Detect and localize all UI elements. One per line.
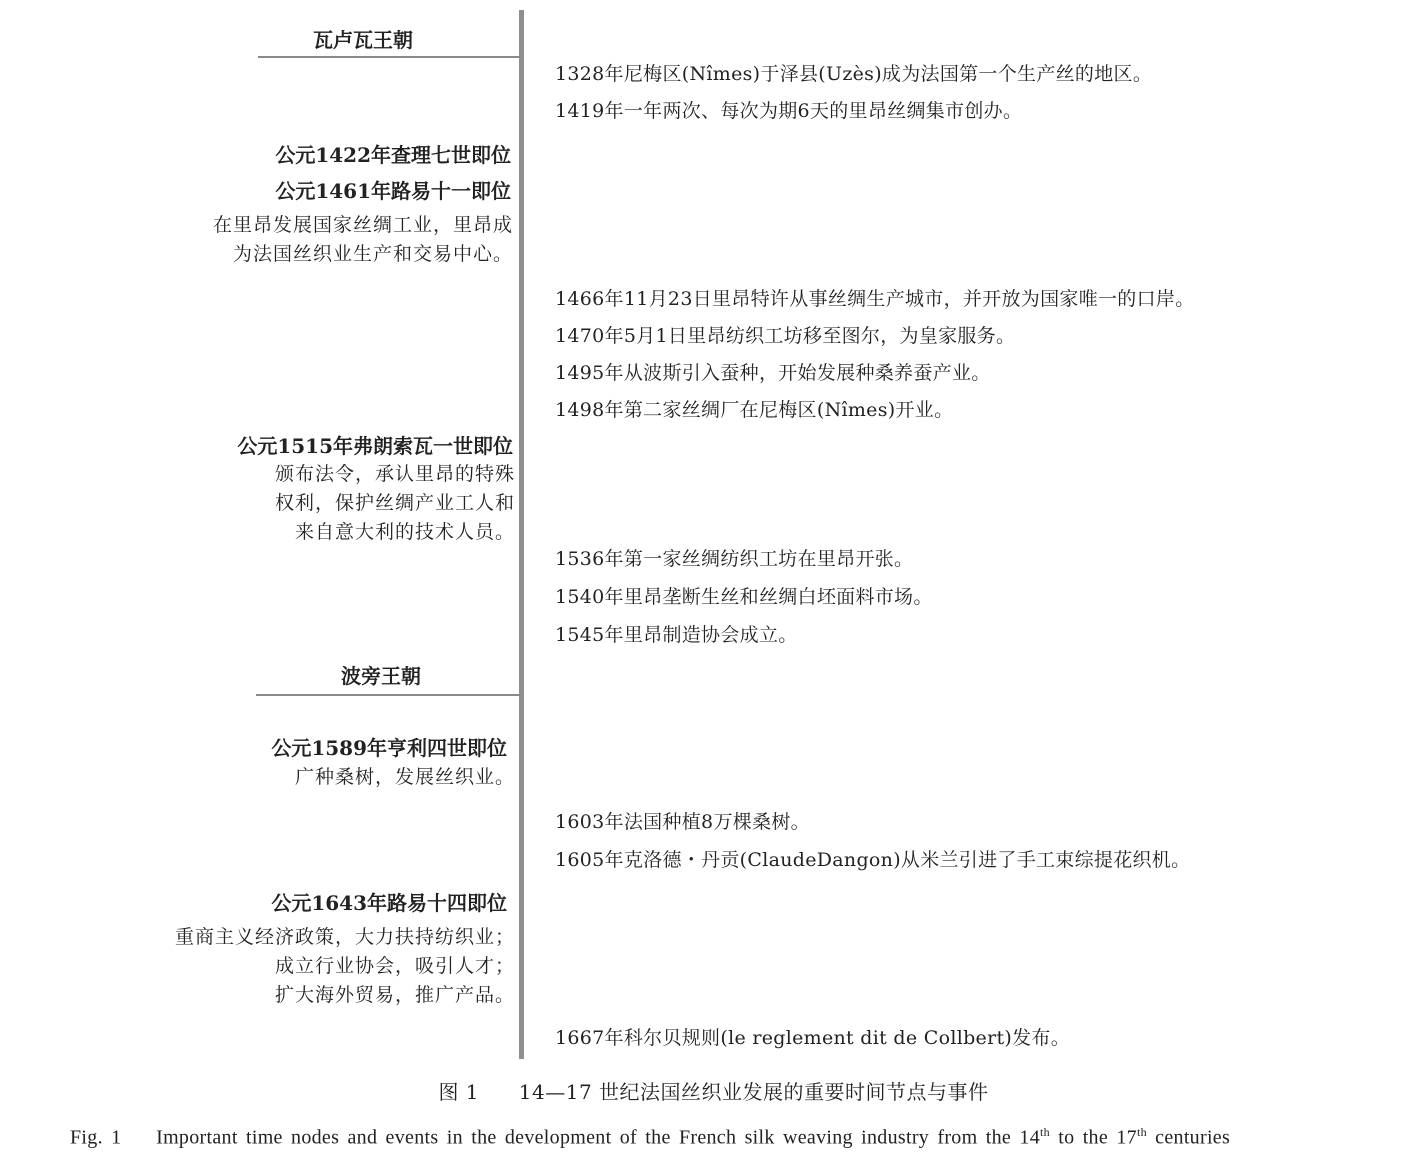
reign-louis-xi-desc <box>213 211 513 269</box>
dynasty-bourbon-title: 波旁王朝 <box>341 664 421 688</box>
reign-francis-i-desc <box>275 460 515 547</box>
desc-line: 在里昂发展国家丝绸工业，里昂成 <box>212 214 513 236</box>
event-1605: 1605年克洛德・丹贡(ClaudeDangon)从米兰引进了手工束综提花织机。 <box>555 849 1191 871</box>
event-1495: 1495年从波斯引入蚕种，开始发展种桑养蚕产业。 <box>555 362 991 384</box>
reign-louis-xiv-title: 公元1643年路易十四即位 <box>271 891 507 915</box>
desc-line: 成立行业协会，吸引人才； <box>274 955 515 977</box>
desc-line: 颁布法令，承认里昂的特殊 <box>274 463 515 485</box>
event-1540: 1540年里昂垄断生丝和丝绸白坯面料市场。 <box>555 586 933 608</box>
caption-en-sup-2: th <box>1136 1125 1147 1139</box>
figure-caption-cn <box>0 1076 1427 1105</box>
event-1545: 1545年里昂制造协会成立。 <box>555 624 798 646</box>
desc-line: 广种桑树，发展丝织业。 <box>294 766 515 788</box>
desc-line: 扩大海外贸易，推广产品。 <box>274 984 515 1006</box>
event-1419: 1419年一年两次、每次为期6天的里昂丝绸集市创办。 <box>555 100 1023 122</box>
reign-louis-xiv-desc <box>175 923 515 1010</box>
caption-en-text-before: Important time nodes and events in the development of the French silk weaving industry from the 14 <box>156 1126 1040 1149</box>
event-1536: 1536年第一家丝绸纺织工坊在里昂开张。 <box>555 548 914 570</box>
desc-line: 权利，保护丝绸产业工人和 <box>274 492 515 514</box>
caption-cn-label: 图 1 <box>438 1080 480 1104</box>
reign-henry-iv-desc <box>295 763 515 792</box>
dynasty-bourbon-rule <box>256 694 520 696</box>
event-1603: 1603年法国种植8万棵桑树。 <box>555 811 810 833</box>
desc-line: 为法国丝织业生产和交易中心。 <box>232 243 513 265</box>
event-1328: 1328年尼梅区(Nîmes)于泽县(Uzès)成为法国第一个生产丝的地区。 <box>555 63 1153 85</box>
event-1667: 1667年科尔贝规则(le reglement dit de Collbert)发布。 <box>555 1027 1071 1049</box>
figure-caption-en <box>70 1125 1230 1150</box>
caption-en-text-mid: to the 17 <box>1049 1126 1137 1149</box>
dynasty-valois-title: 瓦卢瓦王朝 <box>313 28 413 52</box>
reign-francis-i-title: 公元1515年弗朗索瓦一世即位 <box>237 434 513 458</box>
caption-en-text-after: centuries <box>1146 1126 1231 1149</box>
dynasty-valois-rule <box>258 56 520 58</box>
desc-line: 来自意大利的技术人员。 <box>294 521 515 543</box>
caption-en-sup-1: th <box>1040 1125 1050 1139</box>
reign-henry-iv-title: 公元1589年亨利四世即位 <box>271 736 507 760</box>
timeline-axis <box>519 10 524 1059</box>
event-1466: 1466年11月23日里昂特许从事丝绸生产城市，并开放为国家唯一的口岸。 <box>555 288 1195 310</box>
desc-line: 重商主义经济政策，大力扶持纺织业； <box>174 926 515 948</box>
caption-cn-text: 14—17 世纪法国丝织业发展的重要时间节点与事件 <box>518 1080 989 1104</box>
event-1470: 1470年5月1日里昂纺织工坊移至图尔，为皇家服务。 <box>555 325 1016 347</box>
reign-louis-xi-title: 公元1461年路易十一即位 <box>275 179 511 203</box>
caption-en-label: Fig. 1 <box>70 1126 122 1149</box>
event-1498: 1498年第二家丝绸厂在尼梅区(Nîmes)开业。 <box>555 399 954 421</box>
reign-charles-vii-title: 公元1422年查理七世即位 <box>275 143 511 167</box>
